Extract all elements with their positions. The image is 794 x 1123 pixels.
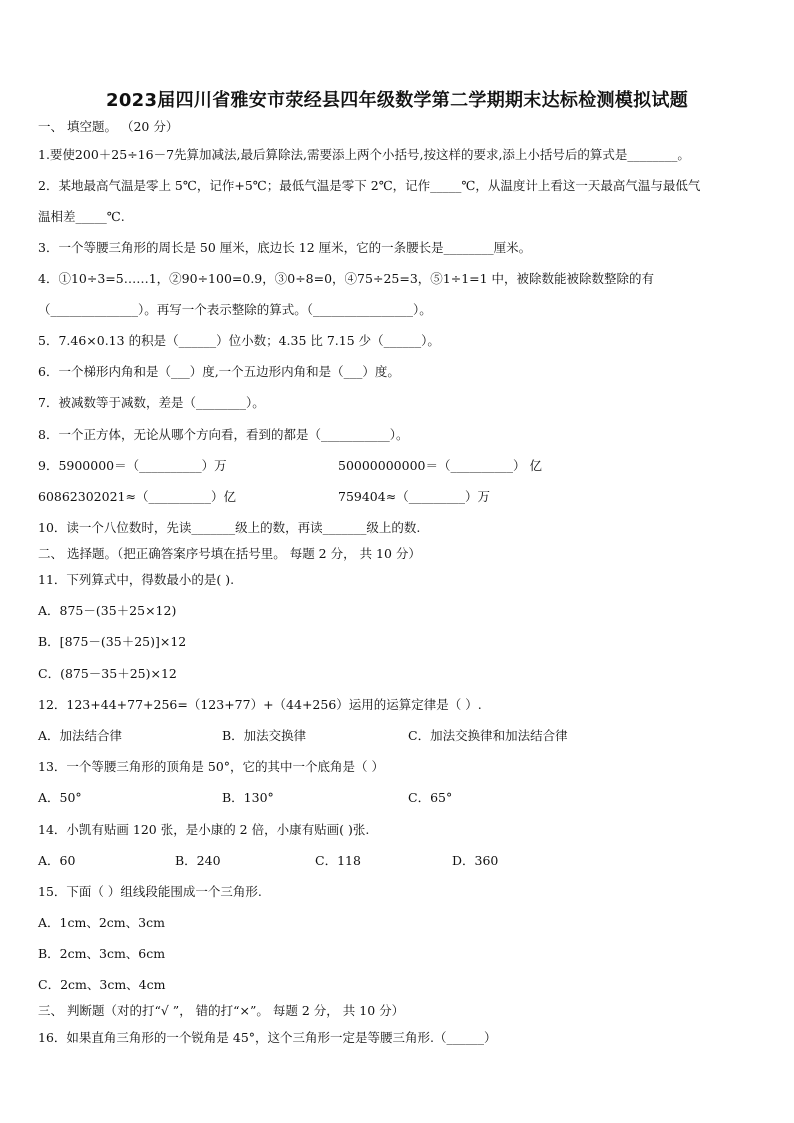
question-9-part-b: 50000000000＝（__________） 亿 (338, 458, 542, 473)
section-heading-fill-blank: 一、 填空题。 （20 分） (38, 119, 179, 134)
question-15-option-b: B．2cm、3cm、6cm (38, 946, 166, 961)
question-12-stem: 12．123+44+77+256=（123+77）+（44+256）运用的运算定律是（ ）. (38, 697, 482, 712)
question-11-option-b: B．[875－(35＋25)]×12 (38, 634, 187, 649)
question-12-option-c: C．加法交换律和加法结合律 (408, 728, 568, 743)
question-11-option-c: C．(875－35＋25)×12 (38, 666, 177, 681)
section-heading-true-false: 三、 判断题（对的打“√ ”， 错的打“×”。 每题 2 分， 共 10 分） (38, 1003, 405, 1018)
question-13-option-c: C．65° (408, 790, 453, 805)
question-11-stem: 11．下列算式中，得数最小的是( ). (38, 572, 235, 587)
question-16: 16．如果直角三角形的一个锐角是 45°，这个三角形一定是等腰三角形.（______） (38, 1030, 497, 1045)
question-2-line-2: 温相差_____℃. (38, 209, 125, 224)
question-9-part-a: 9．5900000＝（__________）万 (38, 458, 227, 473)
question-14-stem: 14．小凯有贴画 120 张，是小康的 2 倍，小康有贴画( )张. (38, 822, 370, 837)
question-1: 1.要使200＋25÷16－7先算加减法,最后算除法,需要添上两个小括号,按这样的要求,添上小括号后的算式是________。 (38, 147, 690, 162)
question-11-option-a: A．875－(35＋25×12) (38, 603, 177, 618)
question-14-option-b: B．240 (175, 853, 221, 868)
section-heading-multiple-choice: 二、 选择题。（把正确答案序号填在括号里。 每题 2 分， 共 10 分） (38, 546, 421, 561)
question-4-line-2: （______________）。再写一个表示整除的算式。（________________）。 (38, 302, 432, 317)
question-9-part-d: 759404≈（_________）万 (338, 489, 490, 504)
question-5: 5．7.46×0.13 的积是（______）位小数；4.35 比 7.15 少（______）。 (38, 333, 440, 348)
question-10: 10．读一个八位数时，先读_______级上的数，再读_______级上的数. (38, 520, 421, 535)
question-3: 3．一个等腰三角形的周长是 50 厘米，底边长 12 厘米，它的一条腰长是________厘米。 (38, 240, 532, 255)
question-12-option-b: B．加法交换律 (222, 728, 307, 743)
question-8: 8．一个正方体，无论从哪个方向看，看到的都是（___________）。 (38, 427, 409, 442)
question-7: 7．被减数等于减数，差是（________）。 (38, 395, 265, 410)
question-9-part-c: 6086230202​1≈（__________）亿 (38, 489, 236, 504)
question-15-stem: 15．下面（ ）组线段能围成一个三角形. (38, 884, 262, 899)
question-6: 6．一个梯形内角和是（___）度,一个五边形内角和是（___）度。 (38, 364, 400, 379)
question-14-option-d: D．360 (452, 853, 499, 868)
question-15-option-a: A．1cm、2cm、3cm (38, 915, 165, 930)
question-12-option-a: A．加法结合律 (38, 728, 123, 743)
question-15-option-c: C．2cm、3cm、4cm (38, 977, 166, 992)
question-14-option-c: C．118 (315, 853, 361, 868)
question-13-option-a: A．50° (38, 790, 82, 805)
question-4-line-1: 4．①10÷3=5……1，②90÷100=0.9，③0÷8=0，④75÷25=3，⑤1÷1=1 中，被除数能被除数整除的有 (38, 271, 655, 286)
question-2-line-1: 2．某地最高气温是零上 5℃，记作+5℃；最低气温是零下 2℃，记作_____℃，从温度计上看这一天最高气温与最低气 (38, 178, 701, 193)
question-13-option-b: B．130° (222, 790, 274, 805)
page-title: 2023届四川省雅安市荥经县四年级数学第二学期期末达标检测模拟试题 (106, 90, 688, 111)
question-14-option-a: A．60 (38, 853, 76, 868)
question-13-stem: 13．一个等腰三角形的顶角是 50°，它的其中一个底角是（ ） (38, 759, 385, 774)
